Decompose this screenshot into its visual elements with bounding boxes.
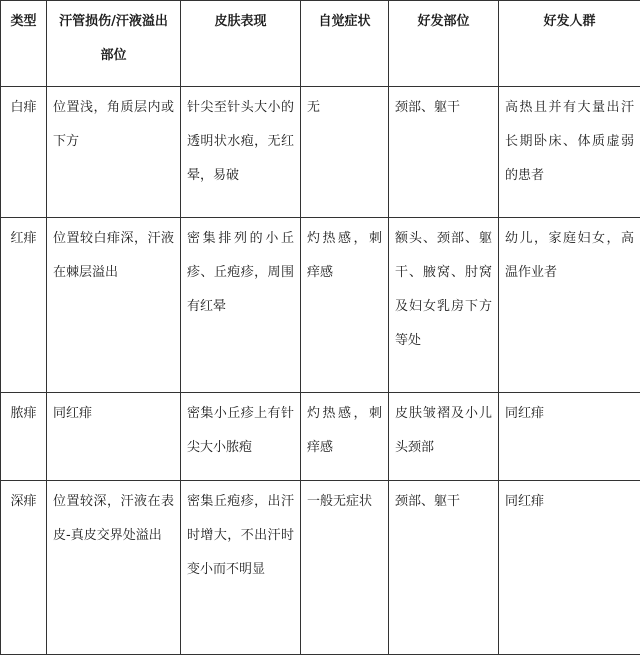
cell-sites: 颈部、躯干 bbox=[389, 87, 499, 218]
table-row bbox=[1, 218, 640, 393]
cell-sweat-duct: 位置较白痱深，汗液在棘层溢出 bbox=[47, 218, 181, 393]
cell-sites: 额头、颈部、躯干、腋窝、肘窝及妇女乳房下方等处 bbox=[389, 218, 499, 393]
cell-skin: 密集小丘疹上有针尖大小脓疱 bbox=[181, 393, 301, 481]
cell-type: 深痱 bbox=[1, 481, 47, 655]
header-population: 好发人群 bbox=[499, 1, 640, 87]
cell-population: 高热且并有大量出汗长期卧床、体质虚弱的患者 bbox=[499, 87, 640, 218]
cell-type: 红痱 bbox=[1, 218, 47, 393]
header-type: 类型 bbox=[1, 1, 47, 87]
header-sites: 好发部位 bbox=[389, 1, 499, 87]
cell-sites: 颈部、躯干 bbox=[389, 481, 499, 655]
cell-skin: 密集排列的小丘疹、丘疱疹，周围有红晕 bbox=[181, 218, 301, 393]
cell-population: 同红痱 bbox=[499, 481, 640, 655]
table-row bbox=[1, 481, 640, 655]
header-symptoms: 自觉症状 bbox=[301, 1, 389, 87]
cell-population: 同红痱 bbox=[499, 393, 640, 481]
table-row bbox=[1, 87, 640, 218]
cell-symptoms: 灼热感，刺痒感 bbox=[301, 218, 389, 393]
cell-sweat-duct: 位置浅，角质层内或下方 bbox=[47, 87, 181, 218]
cell-symptoms: 灼热感，刺痒感 bbox=[301, 393, 389, 481]
cell-symptoms: 无 bbox=[301, 87, 389, 218]
table-row bbox=[1, 393, 640, 481]
cell-type: 脓痱 bbox=[1, 393, 47, 481]
cell-skin: 密集丘疱疹，出汗时增大，不出汗时变小而不明显 bbox=[181, 481, 301, 655]
header-sweat-duct: 汗管损伤/汗液溢出部位 bbox=[47, 1, 181, 87]
cell-sweat-duct: 位置较深，汗液在表皮-真皮交界处溢出 bbox=[47, 481, 181, 655]
header-row bbox=[1, 1, 640, 87]
header-skin: 皮肤表现 bbox=[181, 1, 301, 87]
cell-skin: 针尖至针头大小的透明状水疱，无红晕，易破 bbox=[181, 87, 301, 218]
cell-population: 幼儿，家庭妇女，高温作业者 bbox=[499, 218, 640, 393]
cell-sites: 皮肤皱褶及小儿头颈部 bbox=[389, 393, 499, 481]
cell-symptoms: 一般无症状 bbox=[301, 481, 389, 655]
cell-sweat-duct: 同红痱 bbox=[47, 393, 181, 481]
cell-type: 白痱 bbox=[1, 87, 47, 218]
